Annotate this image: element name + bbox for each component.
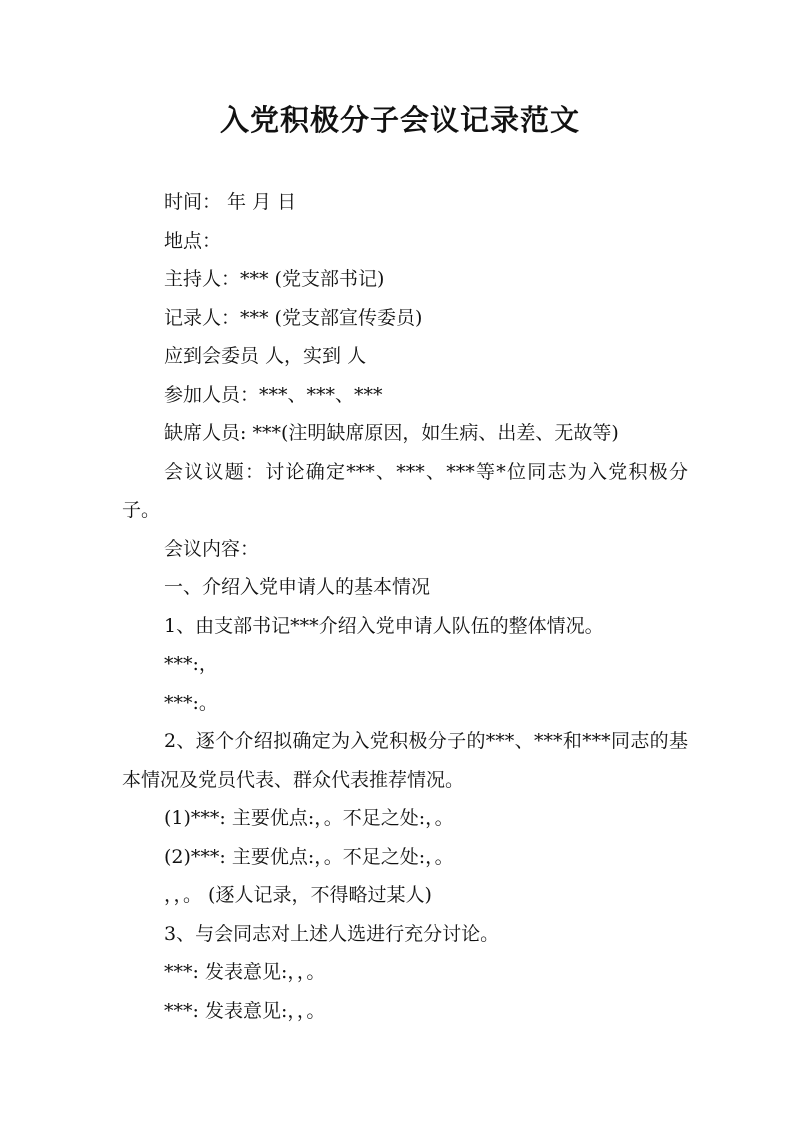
paragraph-host: 主持人：*** (党支部书记) — [164, 268, 385, 290]
paragraph-topic: 会议议题：讨论确定***、***、***等*位同志为入党积极分子。 — [122, 460, 688, 521]
paragraph-item-2: 2、逐个介绍拟确定为入党积极分子的***、***和***同志的基本情况及党员代表、群众代表推荐情况。 — [122, 730, 688, 791]
paragraph-location: 地点： — [164, 229, 222, 252]
document-body — [122, 183, 688, 1030]
paragraph-opinion-1: ***: 发表意见:，，。 — [164, 961, 326, 983]
paragraph-recorder: 记录人：*** (党支部宣传委员) — [164, 306, 423, 329]
paragraph-candidate-2: (2)***: 主要优点:，。不足之处:，。 — [164, 845, 454, 868]
paragraph-note-b: ***:。 — [164, 691, 218, 714]
paragraph-item-3: 3、与会同志对上述人选进行充分讨论。 — [164, 922, 500, 945]
paragraph-item-1: 1、由支部书记***介绍入党申请人队伍的整体情况。 — [164, 614, 604, 637]
paragraph-record-note: ，，。 (逐人记录，不得略过某人) — [164, 884, 432, 906]
paragraph-note-a: ***:， — [164, 653, 218, 675]
paragraph-candidate-1: (1)***: 主要优点:，。不足之处:，。 — [164, 807, 454, 829]
paragraph-content-heading: 会议内容： — [164, 537, 260, 560]
paragraph-time: 时间： 年 月 日 — [164, 191, 297, 213]
paragraph-attendance-count: 应到会委员 人，实到 人 — [164, 345, 367, 367]
document-title: 入党积极分子会议记录范文 — [219, 103, 580, 137]
paragraph-absentees: 缺席人员: ***(注明缺席原因，如生病、出差、无故等) — [164, 422, 619, 444]
paragraph-opinion-2: ***: 发表意见:，，。 — [164, 999, 326, 1022]
paragraph-section-1: 一、介绍入党申请人的基本情况 — [164, 576, 431, 598]
paragraph-participants: 参加人员：***、***、*** — [164, 383, 383, 406]
